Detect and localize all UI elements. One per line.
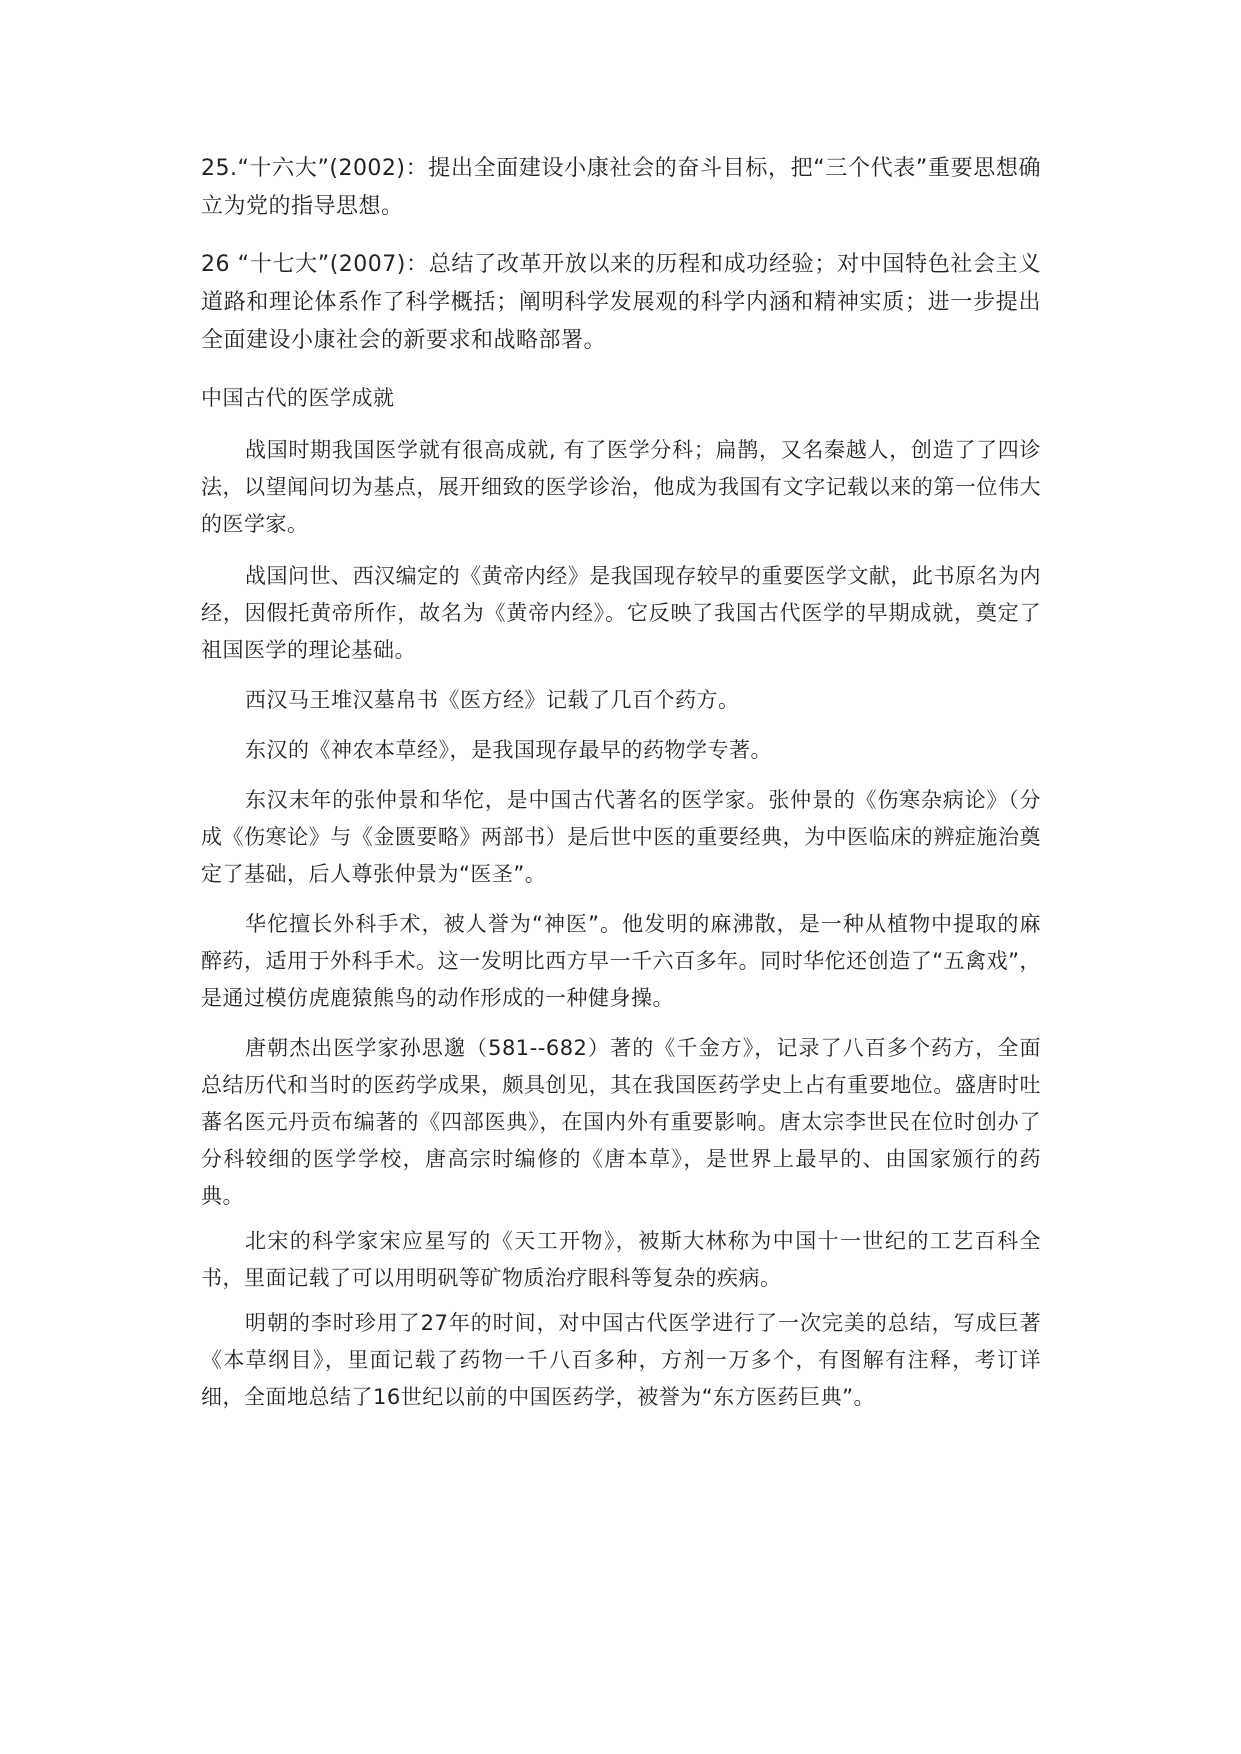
paragraph: 明朝的李时珍用了27年的时间，对中国古代医学进行了一次完美的总结，写成巨著《本草纲目》，里面记载了药物一千八百多种，方剂一万多个，有图解有注释，考订详细，全面地总结了16世纪以前的中国医药学，被誉为“东方医药巨典”。: [201, 1311, 1041, 1409]
paragraph: 北宋的科学家宋应星写的《天工开物》，被斯大林称为中国十一世纪的工艺百科全书，里面记载了可以用明矾等矿物质治疗眼科等复杂的疾病。: [201, 1229, 1041, 1290]
paragraph: 东汉末年的张仲景和华佗，是中国古代著名的医学家。张仲景的《伤寒杂病论》（分成《伤寒论》与《金匮要略》两部书）是后世中医的重要经典，为中医临床的辨症施治奠定了基础，后人尊张仲景为“医圣”。: [201, 788, 1041, 886]
section-title: 中国古代的医学成就: [201, 386, 395, 410]
paragraph: 唐朝杰出医学家孙思邈（581--682）著的《千金方》，记录了八百多个药方，全面总结历代和当时的医药学成果，颇具创见，其在我国医药学史上占有重要地位。盛唐时吐蕃名医元丹贡布编著的《四部医典》，在国内外有重要影响。唐太宗李世民在位时创办了分科较细的医学学校，唐高宗时编修的《唐本草》，是世界上最早的、由国家颁行的药典。: [201, 1036, 1041, 1208]
document-page: [201, 150, 1041, 1416]
paragraph: 华佗擅长外科手术，被人誉为“神医”。他发明的麻沸散，是一种从植物中提取的麻醉药，适用于外科手术。这一发明比西方早一千六百多年。同时华佗还创造了“五禽戏”，是通过模仿虎鹿猿熊鸟的动作形成的一种健身操。: [201, 912, 1041, 1010]
paragraph: 西汉马王堆汉墓帛书《医方经》记载了几百个药方。: [245, 688, 740, 712]
item-25: 25.“十六大”(2002)：提出全面建设小康社会的奋斗目标，把“三个代表”重要思想确立为党的指导思想。: [201, 156, 1041, 219]
paragraph: 东汉的《神农本草经》，是我国现存最早的药物学专著。: [245, 738, 772, 762]
paragraph: 战国问世、西汉编定的《黄帝内经》是我国现存较早的重要医学文献，此书原名为内经，因假托黄帝所作，故名为《黄帝内经》。它反映了我国古代医学的早期成就，奠定了祖国医学的理论基础。: [201, 564, 1041, 662]
item-26: 26 “十七大”(2007)：总结了改革开放以来的历程和成功经验；对中国特色社会主义道路和理论体系作了科学概括；阐明科学发展观的科学内涵和精神实质；进一步提出全面建设小康社会的新要求和战略部署。: [201, 252, 1041, 353]
paragraph: 战国时期我国医学就有很高成就, 有了医学分科；扁鹊，又名秦越人，创造了了四诊法，以望闻问切为基点，展开细致的医学诊治，他成为我国有文字记载以来的第一位伟大的医学家。: [201, 438, 1041, 536]
